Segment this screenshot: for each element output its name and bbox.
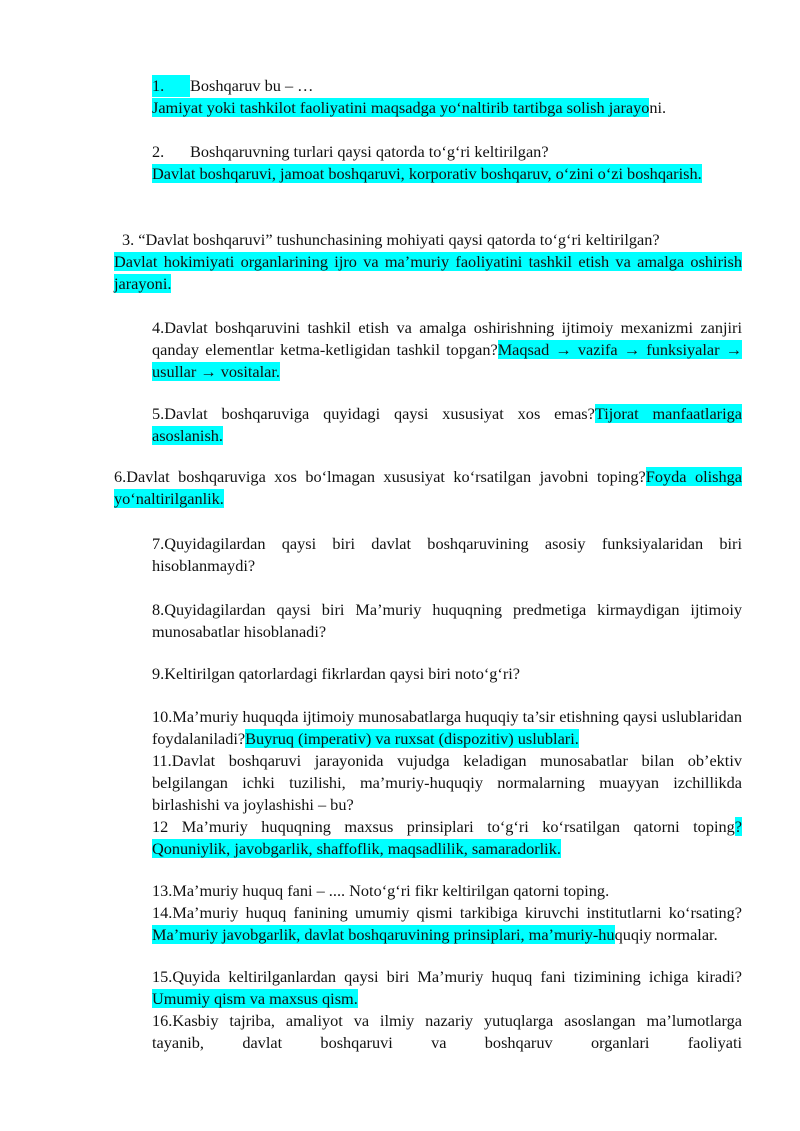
question-number: 2.: [152, 142, 165, 161]
answer-text: Buyruq (imperativ) va ruxsat (dispozitiv) uslublari.: [245, 729, 579, 748]
question-5: [152, 403, 742, 447]
question-12: [152, 816, 742, 860]
question-text: 7.Quyidagilardan qaysi biri davlat boshqaruvining asosiy funksiyalaridan biri hisoblanmaydi?: [152, 534, 742, 575]
answer-text: Jamiyat yoki tashkilot faoliyatini maqsadga yoʻnaltirib tartibga solish jarayo: [152, 98, 650, 117]
question-text: Boshqaruvning turlari qaysi qatorda toʻgʻri keltirilgan?: [190, 142, 549, 161]
question-text: 16.Kasbiy tajriba, amaliyot va ilmiy nazariy yutuqlarga asoslangan ma’lumotlarga tayanib, davlat boshqaruvi va boshqaruv organlari faoliyati: [152, 1011, 742, 1052]
question-9: [152, 663, 742, 685]
answer-text: Umumiy qism va maxsus qism.: [152, 989, 358, 1008]
question-14: [152, 902, 742, 946]
answer-text: Davlat boshqaruvi, jamoat boshqaruvi, korporativ boshqaruv, oʻzini oʻzi boshqarish.: [152, 164, 702, 183]
question-text: 4.Davlat boshqaruvini tashkil etish va amalga oshirishning ijtimoiy mexanizmi zanjiri qanday elementlar ketma-ketligidan tashkil topgan?: [152, 318, 742, 359]
question-16: [152, 1010, 742, 1054]
answer-text: Tijorat manfaatlariga asoslanish.: [152, 404, 742, 445]
question-6: [114, 466, 742, 510]
question-text: 3. “Davlat boshqaruvi” tushunchasining mohiyati qaysi qatorda toʻgʻri keltirilgan?: [122, 230, 660, 249]
question-text: 5.Davlat boshqaruviga quyidagi qaysi xususiyat xos emas?: [152, 404, 595, 423]
question-text: 11.Davlat boshqaruvi jarayonida vujudga keladigan munosabatlar bilan ob’ektiv belgilangan ichki tuzilishi, ma’muriy-huquqiy normalarning muayyan izchillikda birlashishi va joylashishi – bu?: [152, 751, 742, 814]
question-text: 13.Ma’muriy huquq fani – .... Notoʻgʻri fikr keltirilgan qatorni toping.: [152, 881, 610, 900]
question-text: 14.Ma’muriy huquq fanining umumiy qismi tarkibiga kiruvchi institutlarni koʻrsating?: [152, 903, 742, 922]
answer-text: Foyda olishga yoʻnaltirilganlik.: [114, 467, 742, 508]
question-4: [152, 317, 742, 383]
answer-text: Davlat hokimiyati organlarining ijro va ma’muriy faoliyatini tashkil etish va amalga oshirish jarayoni.: [114, 252, 742, 293]
question-text: 8.Quyidagilardan qaysi biri Ma’muriy huquqning predmetiga kirmaydigan ijtimoiy munosabatlar hisoblanadi?: [152, 600, 742, 641]
answer-text: Ma’muriy javobgarlik, davlat boshqaruvining prinsiplari, ma’muriy-hu: [152, 925, 615, 944]
question-3: [114, 229, 742, 295]
question-1: [152, 75, 742, 119]
question-15: [152, 966, 742, 1010]
question-number: 1.: [152, 75, 190, 97]
question-text: 6.Davlat boshqaruviga xos boʻlmagan xususiyat koʻrsatilgan javobni toping?: [114, 467, 646, 486]
question-text: 10.Ma’muriy huquqda ijtimoiy munosabatlarga huquqiy ta’sir etishning qaysi uslublaridan foydalaniladi?: [152, 707, 742, 748]
question-text: 12 Ma’muriy huquqning maxsus prinsiplari toʻgʻri koʻrsatilgan qatorni toping: [152, 817, 735, 836]
answer-text-tail: ni.: [649, 98, 667, 117]
question-text: Boshqaruv bu – …: [190, 76, 314, 95]
question-10: [152, 706, 742, 750]
question-13: [152, 880, 742, 902]
question-2: [152, 141, 742, 185]
answer-text: ?Qonuniylik, javobgarlik, shaffoflik, maqsadlilik, samaradorlik.: [152, 817, 742, 858]
question-7: [152, 533, 742, 577]
question-11: [152, 750, 742, 816]
question-8: [152, 599, 742, 643]
answer-text-tail: quqiy normalar.: [614, 925, 718, 944]
answer-text: Maqsad → vazifa → funksiyalar → usullar → vositalar.: [152, 340, 742, 381]
question-text: 15.Quyida keltirilganlardan qaysi biri Ma’muriy huquq fani tizimining ichiga kiradi?: [152, 967, 742, 986]
question-text: 9.Keltirilgan qatorlardagi fikrlardan qaysi biri notoʻgʻri?: [152, 664, 521, 683]
